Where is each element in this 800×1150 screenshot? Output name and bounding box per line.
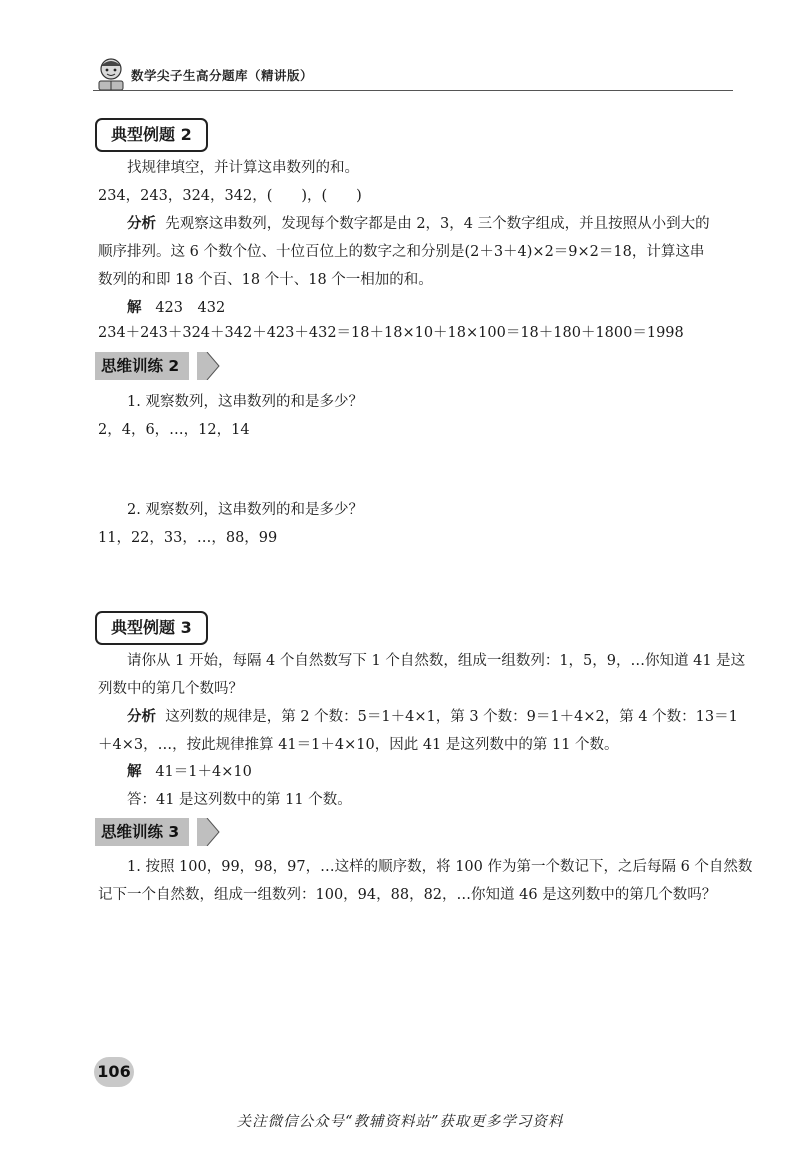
solution-label: 解 (127, 764, 142, 780)
solution-answer: 423 432 (155, 300, 226, 316)
analysis-label: 分析 (127, 709, 156, 725)
example-2-question: 找规律填空，并计算这串数列的和。 (127, 160, 359, 176)
analysis-text: 这列数的规律是，第 2 个数：5＝1＋4×1，第 3 个数：9＝1＋4×2，第 4 个数：13＝1 (165, 709, 738, 725)
page-header (93, 52, 733, 92)
header-divider (93, 90, 733, 91)
example-3-solution (127, 762, 252, 782)
example-3-question-line-2: 列数中的第几个数吗？ (98, 681, 243, 697)
footer-note: 关注微信公众号“教辅资料站”获取更多学习资料 (236, 1114, 564, 1130)
training-3-question-1-line-1: 1. 按照 100，99，98，97，…这样的顺序数，将 100 作为第一个数记下，之后每隔 6 个自然数 (127, 859, 753, 875)
training-2-heading (95, 352, 225, 380)
arrow-tab-icon (197, 352, 221, 380)
example-2-heading: 典型例题 2 (95, 118, 208, 152)
example-3-analysis-line-1 (127, 707, 738, 727)
analysis-label: 分析 (127, 216, 156, 232)
training-3-label: 思维训练 3 (95, 818, 189, 846)
analysis-text: 先观察这串数列，发现每个数字都是由 2，3，4 三个数字组成，并且按照从小到大的 (165, 216, 710, 232)
training-2-label: 思维训练 2 (95, 352, 189, 380)
example-3-question-line-1: 请你从 1 开始，每隔 4 个自然数写下 1 个自然数，组成一组数列：1，5，9，…你知道 41 是这 (127, 653, 746, 669)
example-2-solution (127, 298, 225, 318)
example-2-solution-calc: 234＋243＋324＋342＋423＋432＝18＋18×10＋18×100＝18＋180＋1800＝1998 (98, 325, 684, 341)
example-3-analysis-line-2: ＋4×3，…，按此规律推算 41＝1＋4×10，因此 41 是这列数中的第 11 个数。 (98, 737, 619, 753)
training-2-question-1-sequence: 2，4，6，…，12，14 (98, 422, 250, 438)
example-2-analysis-line-2: 顺序排列。这 6 个数个位、十位百位上的数字之和分别是(2＋3＋4)×2＝9×2＝18，计算这串 (98, 244, 705, 260)
example-2-sequence: 234，243，324，342，( )，( ) (98, 188, 362, 204)
training-2-question-2-sequence: 11，22，33，…，88，99 (98, 530, 278, 546)
example-3-answer: 答：41 是这列数中的第 11 个数。 (127, 792, 352, 808)
solution-calc: 41＝1＋4×10 (155, 764, 252, 780)
arrow-tab-icon (197, 818, 221, 846)
page-number: 106 (94, 1057, 134, 1087)
book-title: 数学尖子生高分题库（精讲版） (131, 68, 314, 83)
solution-label: 解 (127, 300, 142, 316)
example-2-analysis-line-3: 数列的和即 18 个百、18 个十、18 个一相加的和。 (98, 272, 433, 288)
training-3-question-1-line-2: 记下一个自然数，组成一组数列：100，94，88，82，…你知道 46 是这列数中的第几个数吗？ (98, 887, 717, 903)
example-2-analysis-line-1 (127, 214, 710, 234)
training-2-question-1: 1. 观察数列，这串数列的和是多少？ (127, 394, 363, 410)
training-2-question-2: 2. 观察数列，这串数列的和是多少？ (127, 502, 363, 518)
example-3-heading: 典型例题 3 (95, 611, 208, 645)
mascot-icon (93, 56, 129, 92)
training-3-heading (95, 818, 225, 846)
